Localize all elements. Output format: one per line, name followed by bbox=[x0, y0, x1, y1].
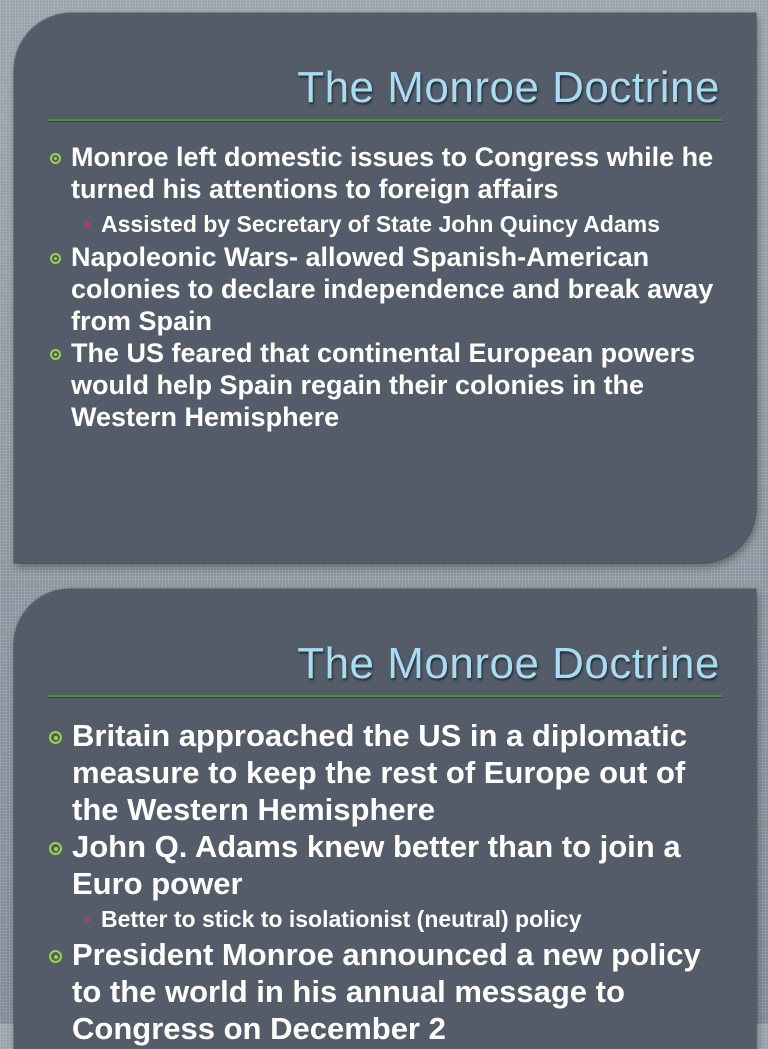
ring-bullet-icon bbox=[49, 842, 62, 855]
bullet-item bbox=[54, 337, 726, 433]
title-divider bbox=[48, 119, 722, 121]
slide-title: The Monroe Doctrine bbox=[297, 639, 720, 688]
bullet-list bbox=[54, 717, 726, 1047]
bullet-item bbox=[54, 936, 726, 1047]
bullet-item bbox=[54, 141, 726, 205]
square-bullet-icon bbox=[85, 222, 90, 227]
bullet-text: Britain approached the US in a diplomatic measure to keep the rest of Europe out of the Western Hemisphere bbox=[72, 718, 687, 827]
sub-bullet-text: Better to stick to isolationist (neutral) policy bbox=[101, 906, 582, 932]
bullet-list bbox=[54, 141, 726, 433]
slide-title: The Monroe Doctrine bbox=[297, 63, 720, 112]
slide-2 bbox=[14, 589, 756, 1049]
bullet-text: President Monroe announced a new policy to the world in his annual message to Congress on December 2 bbox=[72, 937, 701, 1046]
bullet-item bbox=[54, 241, 726, 337]
bullet-item bbox=[54, 828, 726, 902]
ring-bullet-icon bbox=[50, 349, 61, 360]
ring-bullet-icon bbox=[49, 950, 62, 963]
ring-bullet-icon bbox=[50, 153, 61, 164]
title-divider bbox=[48, 695, 722, 697]
bullet-text: John Q. Adams knew better than to join a Euro power bbox=[72, 829, 681, 901]
ring-bullet-icon bbox=[50, 253, 61, 264]
sub-bullet-text: Assisted by Secretary of State John Quincy Adams bbox=[101, 211, 660, 237]
bullet-text: Napoleonic Wars- allowed Spanish-American colonies to declare independence and break away from Spain bbox=[71, 242, 714, 336]
sub-bullet-item bbox=[85, 906, 726, 932]
ring-bullet-icon bbox=[49, 731, 62, 744]
bullet-item bbox=[54, 717, 726, 828]
sub-bullet-item bbox=[85, 211, 726, 237]
slide-1 bbox=[14, 13, 756, 563]
square-bullet-icon bbox=[85, 917, 90, 922]
bullet-text: The US feared that continental European powers would help Spain regain their colonies in the Western Hemisphere bbox=[71, 338, 696, 432]
bullet-text: Monroe left domestic issues to Congress while he turned his attentions to foreign affairs bbox=[71, 142, 714, 204]
